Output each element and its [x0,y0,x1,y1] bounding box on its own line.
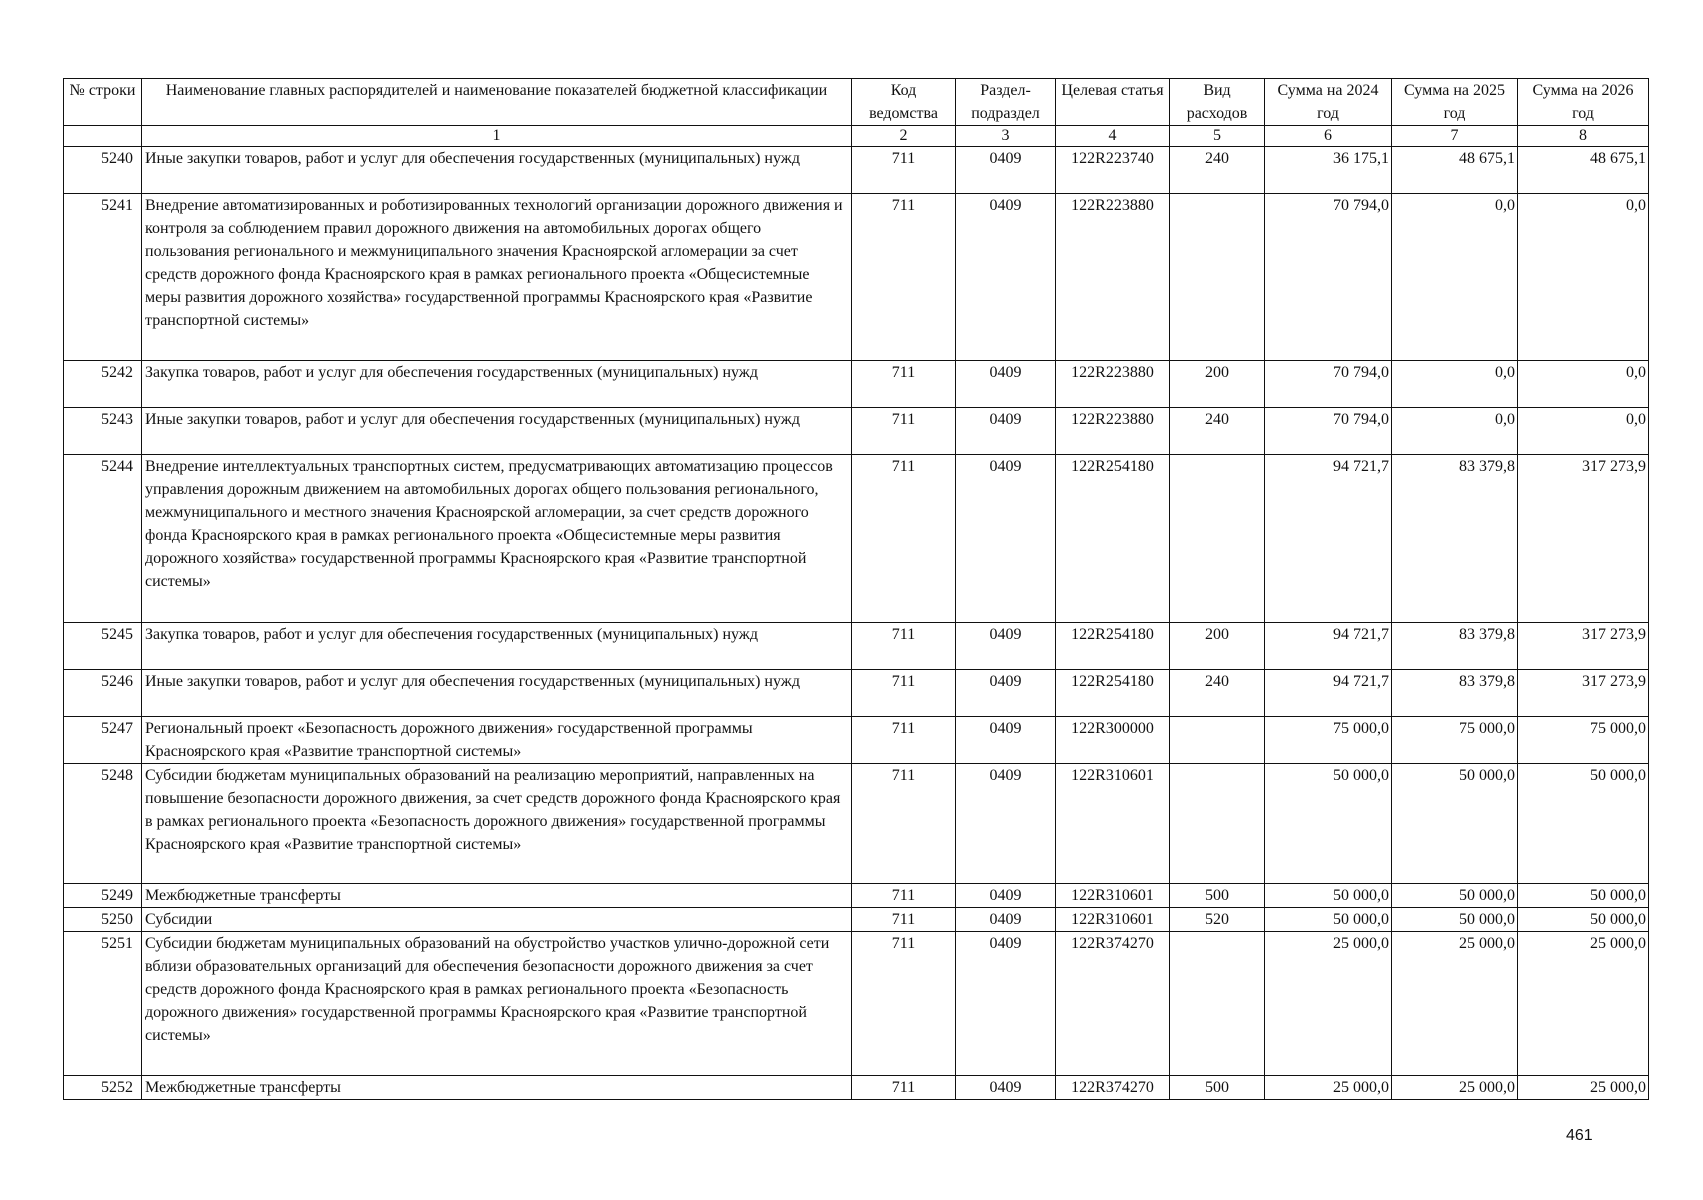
row-dept-cell: 711 [852,1076,956,1100]
row-target-cell: 122R254180 [1056,455,1170,623]
row-sum-2025-cell: 50 000,0 [1392,908,1518,932]
row-sum-2025-cell: 83 379,8 [1392,455,1518,623]
column-index-cell: 6 [1265,126,1392,147]
table-row [64,455,1649,623]
row-sum-2024-cell: 75 000,0 [1265,717,1392,764]
table-row [64,1076,1649,1100]
column-index-cell: 1 [142,126,852,147]
row-sum-2025-cell: 25 000,0 [1392,932,1518,1076]
column-index-cell: 4 [1056,126,1170,147]
row-number-cell: 5244 [64,455,142,623]
row-name-cell: Межбюджетные трансферты [142,1076,852,1100]
column-index-cell: 2 [852,126,956,147]
table-row [64,147,1649,194]
row-sum-2026-cell: 75 000,0 [1518,717,1649,764]
row-sum-2026-cell: 25 000,0 [1518,1076,1649,1100]
header-dept-code: Код ведомства [852,79,956,126]
row-target-cell: 122R223880 [1056,361,1170,408]
table-row [64,932,1649,1076]
row-number-cell: 5248 [64,764,142,884]
row-sum-2026-cell: 0,0 [1518,408,1649,455]
row-dept-cell: 711 [852,764,956,884]
row-target-cell: 122R310601 [1056,908,1170,932]
row-sum-2026-cell: 25 000,0 [1518,932,1649,1076]
row-number-cell: 5243 [64,408,142,455]
table-row [64,764,1649,884]
row-type-cell: 240 [1170,147,1265,194]
row-section-cell: 0409 [956,908,1056,932]
row-type-cell [1170,717,1265,764]
row-number-cell: 5242 [64,361,142,408]
row-number-cell: 5241 [64,194,142,361]
table-row [64,623,1649,670]
row-target-cell: 122R374270 [1056,1076,1170,1100]
row-section-cell: 0409 [956,670,1056,717]
row-target-cell: 122R223740 [1056,147,1170,194]
row-target-cell: 122R310601 [1056,884,1170,908]
header-sum-2025: Сумма на 2025 год [1392,79,1518,126]
row-dept-cell: 711 [852,717,956,764]
row-sum-2026-cell: 48 675,1 [1518,147,1649,194]
table-row [64,717,1649,764]
row-type-cell: 240 [1170,670,1265,717]
row-sum-2026-cell: 50 000,0 [1518,908,1649,932]
row-dept-cell: 711 [852,623,956,670]
row-target-cell: 122R254180 [1056,623,1170,670]
row-dept-cell: 711 [852,361,956,408]
row-sum-2024-cell: 36 175,1 [1265,147,1392,194]
row-name-cell: Иные закупки товаров, работ и услуг для обеспечения государственных (муниципальных) нужд [142,408,852,455]
row-name-cell: Субсидии бюджетам муниципальных образований на обустройство участков улично-дорожной сети вблизи образовательных организаций для обеспечения безопасности дорожного движения за счет средств дорожного фонда Красноярского края в рамках регионального проекта «Безопасность дорожного движения» государственной программы Красноярского края «Развитие транспортной системы» [142,932,852,1076]
row-section-cell: 0409 [956,408,1056,455]
row-sum-2026-cell: 50 000,0 [1518,884,1649,908]
row-dept-cell: 711 [852,884,956,908]
row-sum-2024-cell: 94 721,7 [1265,455,1392,623]
row-sum-2024-cell: 94 721,7 [1265,670,1392,717]
row-name-cell: Закупка товаров, работ и услуг для обеспечения государственных (муниципальных) нужд [142,623,852,670]
column-index-row [64,126,1649,147]
row-number-cell: 5240 [64,147,142,194]
row-sum-2025-cell: 50 000,0 [1392,764,1518,884]
table-row [64,884,1649,908]
row-target-cell: 122R300000 [1056,717,1170,764]
row-sum-2025-cell: 25 000,0 [1392,1076,1518,1100]
row-name-cell: Закупка товаров, работ и услуг для обеспечения государственных (муниципальных) нужд [142,361,852,408]
row-target-cell: 122R310601 [1056,764,1170,884]
row-sum-2024-cell: 70 794,0 [1265,361,1392,408]
row-number-cell: 5245 [64,623,142,670]
row-sum-2025-cell: 0,0 [1392,361,1518,408]
row-name-cell: Субсидии [142,908,852,932]
row-type-cell: 500 [1170,884,1265,908]
row-type-cell [1170,194,1265,361]
row-dept-cell: 711 [852,408,956,455]
table-header-row [64,79,1649,126]
column-index-cell: 7 [1392,126,1518,147]
header-name: Наименование главных распорядителей и наименование показателей бюджетной классификации [142,79,852,126]
header-sum-2026: Сумма на 2026 год [1518,79,1649,126]
row-dept-cell: 711 [852,670,956,717]
column-index-cell: 5 [1170,126,1265,147]
row-section-cell: 0409 [956,455,1056,623]
row-sum-2024-cell: 70 794,0 [1265,194,1392,361]
row-name-cell: Межбюджетные трансферты [142,884,852,908]
column-index-blank [64,126,142,147]
row-number-cell: 5247 [64,717,142,764]
row-dept-cell: 711 [852,908,956,932]
column-index-cell: 8 [1518,126,1649,147]
row-type-cell: 240 [1170,408,1265,455]
header-expense-type: Вид расходов [1170,79,1265,126]
row-section-cell: 0409 [956,884,1056,908]
row-name-cell: Региональный проект «Безопасность дорожного движения» государственной программы Красноярского края «Развитие транспортной системы» [142,717,852,764]
row-sum-2026-cell: 317 273,9 [1518,455,1649,623]
row-sum-2024-cell: 50 000,0 [1265,884,1392,908]
row-sum-2026-cell: 0,0 [1518,361,1649,408]
row-sum-2024-cell: 25 000,0 [1265,1076,1392,1100]
row-name-cell: Внедрение интеллектуальных транспортных систем, предусматривающих автоматизацию процессов управления дорожным движением на автомобильных дорогах общего пользования регионального, межмуниципального и местного значения Красноярской агломерации, за счет средств дорожного фонда Красноярского края в рамках регионального проекта «Общесистемные меры развития дорожного хозяйства» государственной программы Красноярского края «Развитие транспортной системы» [142,455,852,623]
row-dept-cell: 711 [852,932,956,1076]
row-section-cell: 0409 [956,764,1056,884]
row-type-cell: 520 [1170,908,1265,932]
budget-table [63,78,1649,1100]
row-sum-2024-cell: 94 721,7 [1265,623,1392,670]
header-target-item: Целевая статья [1056,79,1170,126]
row-sum-2026-cell: 317 273,9 [1518,623,1649,670]
row-name-cell: Иные закупки товаров, работ и услуг для обеспечения государственных (муниципальных) нужд [142,670,852,717]
row-target-cell: 122R223880 [1056,408,1170,455]
page-number: 461 [1566,1127,1593,1144]
row-number-cell: 5246 [64,670,142,717]
row-type-cell [1170,932,1265,1076]
row-sum-2026-cell: 50 000,0 [1518,764,1649,884]
row-dept-cell: 711 [852,194,956,361]
row-sum-2025-cell: 48 675,1 [1392,147,1518,194]
row-dept-cell: 711 [852,147,956,194]
row-section-cell: 0409 [956,1076,1056,1100]
row-sum-2026-cell: 0,0 [1518,194,1649,361]
table-row [64,908,1649,932]
row-number-cell: 5252 [64,1076,142,1100]
row-sum-2024-cell: 50 000,0 [1265,764,1392,884]
row-sum-2025-cell: 50 000,0 [1392,884,1518,908]
header-row-number: № строки [64,79,142,126]
row-type-cell: 200 [1170,361,1265,408]
row-name-cell: Внедрение автоматизированных и роботизированных технологий организации дорожного движения и контроля за соблюдением правил дорожного движения на автомобильных дорогах общего пользования регионального и межмуниципального значения Красноярской агломерации за счет средств дорожного фонда Красноярского края в рамках регионального проекта «Общесистемные меры развития дорожного хозяйства» государственной программы Красноярского края «Развитие транспортной системы» [142,194,852,361]
table-row [64,670,1649,717]
row-type-cell [1170,764,1265,884]
row-section-cell: 0409 [956,932,1056,1076]
header-section: Раздел-подраздел [956,79,1056,126]
row-section-cell: 0409 [956,147,1056,194]
row-type-cell [1170,455,1265,623]
budget-table-container [63,78,1648,1100]
row-sum-2025-cell: 0,0 [1392,408,1518,455]
column-index-cell: 3 [956,126,1056,147]
row-target-cell: 122R254180 [1056,670,1170,717]
row-section-cell: 0409 [956,623,1056,670]
row-number-cell: 5251 [64,932,142,1076]
row-sum-2024-cell: 25 000,0 [1265,932,1392,1076]
row-sum-2024-cell: 70 794,0 [1265,408,1392,455]
table-row [64,361,1649,408]
row-name-cell: Иные закупки товаров, работ и услуг для обеспечения государственных (муниципальных) нужд [142,147,852,194]
row-sum-2025-cell: 83 379,8 [1392,623,1518,670]
table-row [64,194,1649,361]
row-target-cell: 122R223880 [1056,194,1170,361]
row-sum-2025-cell: 83 379,8 [1392,670,1518,717]
row-section-cell: 0409 [956,717,1056,764]
row-sum-2025-cell: 0,0 [1392,194,1518,361]
header-sum-2024: Сумма на 2024 год [1265,79,1392,126]
row-name-cell: Субсидии бюджетам муниципальных образований на реализацию мероприятий, направленных на повышение безопасности дорожного движения, за счет средств дорожного фонда Красноярского края в рамках регионального проекта «Безопасность дорожного движения» государственной программы Красноярского края «Развитие транспортной системы» [142,764,852,884]
row-sum-2025-cell: 75 000,0 [1392,717,1518,764]
table-row [64,408,1649,455]
row-section-cell: 0409 [956,361,1056,408]
row-dept-cell: 711 [852,455,956,623]
table-body [64,147,1649,1100]
row-sum-2024-cell: 50 000,0 [1265,908,1392,932]
row-section-cell: 0409 [956,194,1056,361]
row-number-cell: 5249 [64,884,142,908]
row-sum-2026-cell: 317 273,9 [1518,670,1649,717]
row-target-cell: 122R374270 [1056,932,1170,1076]
row-number-cell: 5250 [64,908,142,932]
row-type-cell: 500 [1170,1076,1265,1100]
row-type-cell: 200 [1170,623,1265,670]
